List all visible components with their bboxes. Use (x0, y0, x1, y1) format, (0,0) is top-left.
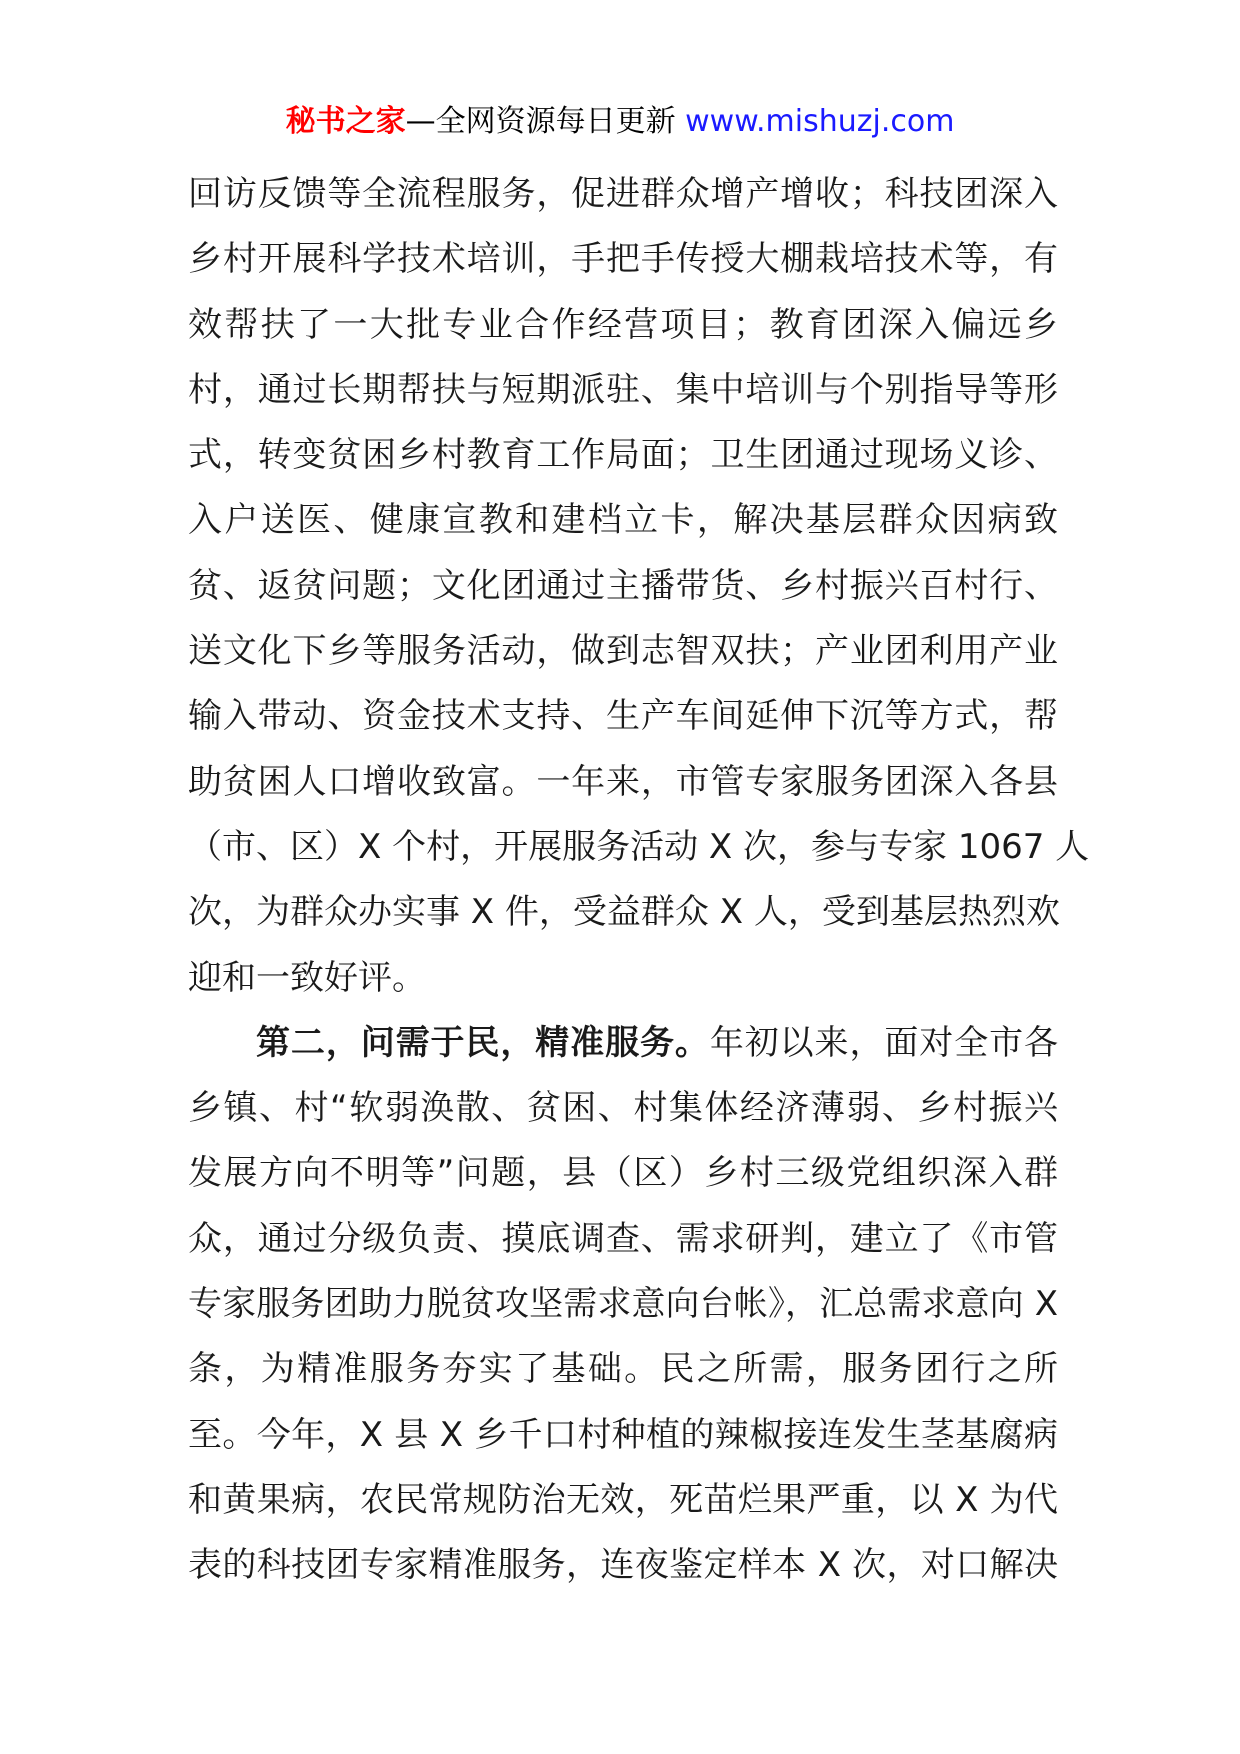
paragraph-line: 助贫困人口增收致富。一年来，市管专家服务团深入各县 (188, 761, 1058, 802)
paragraph-line: 村，通过长期帮扶与短期派驻、集中培训与个别指导等形 (188, 369, 1058, 410)
header-tagline: —全网资源每日更新 (405, 104, 686, 139)
paragraph-line: 式，转变贫困乡村教育工作局面；卫生团通过现场义诊、 (188, 435, 1058, 476)
paragraph-line: 入户送医、健康宣教和建档立卡，解决基层群众因病致 (188, 500, 1058, 541)
paragraph-2 (188, 1011, 1058, 1599)
paragraph-line: （市、区）X 个村，开展服务活动 X 次，参与专家 1067 人 (188, 826, 1090, 867)
paragraph-line: 次，为群众办实事 X 件，受益群众 X 人，受到基层热烈欢 (188, 892, 1060, 933)
paragraph-line: 贫、返贫问题；文化团通过主播带货、乡村振兴百村行、 (188, 565, 1058, 606)
paragraph-line: 和黄果病，农民常规防治无效，死苗烂果严重，以 X 为代 (188, 1479, 1058, 1520)
site-url-link[interactable]: www.mishuzj.com (685, 104, 955, 139)
paragraph-line: 乡镇、村“软弱涣散、贫困、村集体经济薄弱、乡村振兴 (188, 1088, 1058, 1129)
paragraph-line: 输入带动、资金技术支持、生产车间延伸下沉等方式，帮 (188, 696, 1058, 737)
paragraph-line: 众，通过分级负责、摸底调查、需求研判，建立了《市管 (188, 1218, 1058, 1259)
section-heading: 第二，问需于民，精准服务。 (256, 1022, 710, 1063)
paragraph-line: 表的科技团专家精准服务，连夜鉴定样本 X 次，对口解决 (188, 1545, 1058, 1586)
paragraph-1 (188, 162, 1090, 1011)
paragraph-text: 年初以来，面对全市各 (709, 1022, 1059, 1063)
paragraph-line: 发展方向不明等”问题，县（区）乡村三级党组织深入群 (188, 1153, 1058, 1194)
paragraph-line: 回访反馈等全流程服务，促进群众增产增收；科技团深入 (188, 174, 1058, 214)
paragraph-line: 专家服务团助力脱贫攻坚需求意向台帐》，汇总需求意向 X (188, 1284, 1058, 1325)
paragraph-line: 效帮扶了一大批专业合作经营项目；教育团深入偏远乡 (188, 304, 1058, 345)
paragraph-line: 条，为精准服务夯实了基础。民之所需，服务团行之所 (188, 1349, 1058, 1390)
paragraph-line: 至。今年，X 县 X 乡千口村种植的辣椒接连发生茎基腐病 (188, 1414, 1058, 1455)
paragraph-first-line (188, 1011, 1058, 1076)
paragraph-line: 送文化下乡等服务活动，做到志智双扶；产业团利用产业 (188, 631, 1058, 672)
body-text (188, 162, 1090, 1599)
brand-name: 秘书之家 (285, 104, 406, 139)
paragraph-line: 乡村开展科学技术培训，手把手传授大棚栽培技术等，有 (188, 239, 1058, 280)
paragraph-line: 迎和一致好评。 (188, 957, 426, 998)
site-header (0, 100, 1240, 144)
